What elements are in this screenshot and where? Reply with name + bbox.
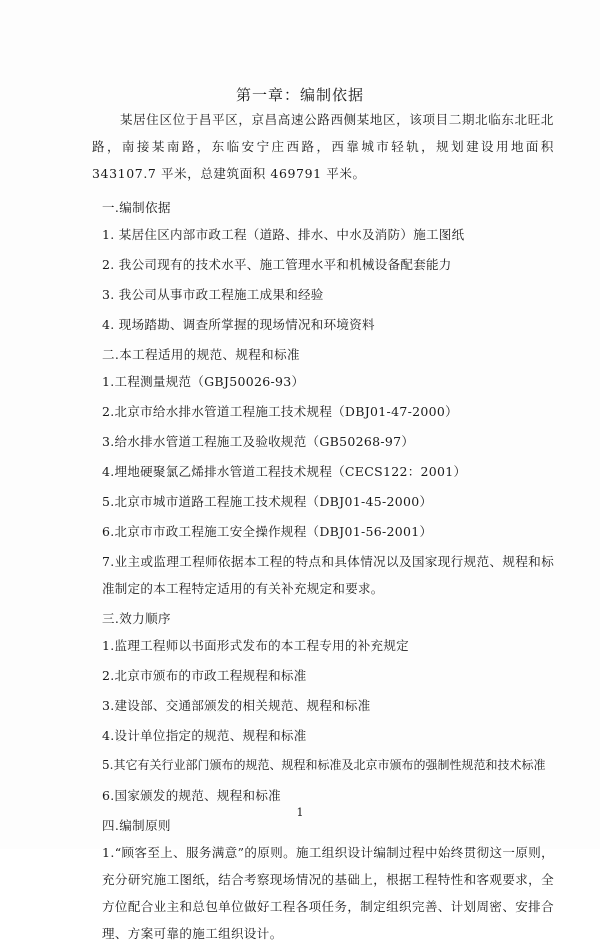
page-title: 第一章：编制依据 <box>235 86 364 105</box>
list-item: 5.北京市城市道路工程施工技术规程（DBJ01-45-2000） <box>102 494 433 509</box>
list-item: 6.北京市市政工程施工安全操作规程（DBJ01-56-2001） <box>102 524 433 539</box>
list-item: 3. 我公司从事市政工程施工成果和经验 <box>102 287 324 302</box>
list-item: 4.埋地硬聚氯乙烯排水管道工程技术规程（CECS122：2001） <box>102 464 467 479</box>
list-item: 2.北京市给水排水管道工程施工技术规程（DBJ01-47-2000） <box>102 404 458 419</box>
list-item: 3.建设部、交通部颁发的相关规范、规程和标准 <box>102 698 371 713</box>
page-number: 1 <box>296 806 304 819</box>
list-item: 2.北京市颁布的市政工程规程和标准 <box>102 668 307 683</box>
document-body <box>92 106 554 947</box>
principle-paragraph: 1.“顾客至上、服务满意”的原则。施工组织设计编制过程中始终贯彻这一原则，充分研究施工图纸，结合考察现场情况的基础上，根据工程特性和客观要求，全方位配合业主和总包单位做好工程各项任务，制定组织完善、计划周密、安排合理、方案可靠的施工组织设计。 <box>102 845 555 941</box>
section-heading: 二.本工程适用的规范、规程和标准 <box>102 347 300 362</box>
list-item: 4. 现场踏勘、调查所掌握的现场情况和环境资料 <box>102 317 375 332</box>
section-heading: 四.编制原则 <box>102 818 171 833</box>
section-precedence <box>92 605 554 809</box>
intro-paragraph: 某居住区位于昌平区，京昌高速公路西侧某地区，该项目二期北临东北旺北路，南接某南路，东临安宁庄西路，西靠城市轻轨，规划建设用地面积 343107.7 平米，总建筑面积 469791 平米。 <box>92 112 554 181</box>
list-item: 1. 某居住区内部市政工程（道路、排水、中水及消防）施工图纸 <box>102 227 465 242</box>
section-principles <box>92 812 554 947</box>
section-heading: 三.效力顺序 <box>102 611 171 626</box>
list-item: 1.工程测量规范（GBJ50026-93） <box>102 374 305 389</box>
section-standards <box>92 341 554 602</box>
list-item: 7.业主或监理工程师依据本工程的特点和具体情况以及国家现行规范、规程和标准制定的本工程特定适用的有关补充规定和要求。 <box>102 554 554 596</box>
section-heading: 一.编制依据 <box>102 200 171 215</box>
section-basis <box>92 194 554 338</box>
list-item: 1.监理工程师以书面形式发布的本工程专用的补充规定 <box>102 638 409 653</box>
list-item: 4.设计单位指定的规范、规程和标准 <box>102 728 307 743</box>
list-item: 6.国家颁发的规范、规程和标准 <box>102 788 281 803</box>
list-item: 2. 我公司现有的技术水平、施工管理水平和机械设备配套能力 <box>102 257 452 272</box>
list-item: 5.其它有关行业部门颁布的规范、规程和标准及北京市颁布的强制性规范和技术标准 <box>102 758 546 772</box>
list-item: 3.给水排水管道工程施工及验收规范（GB50268-97） <box>102 434 415 449</box>
